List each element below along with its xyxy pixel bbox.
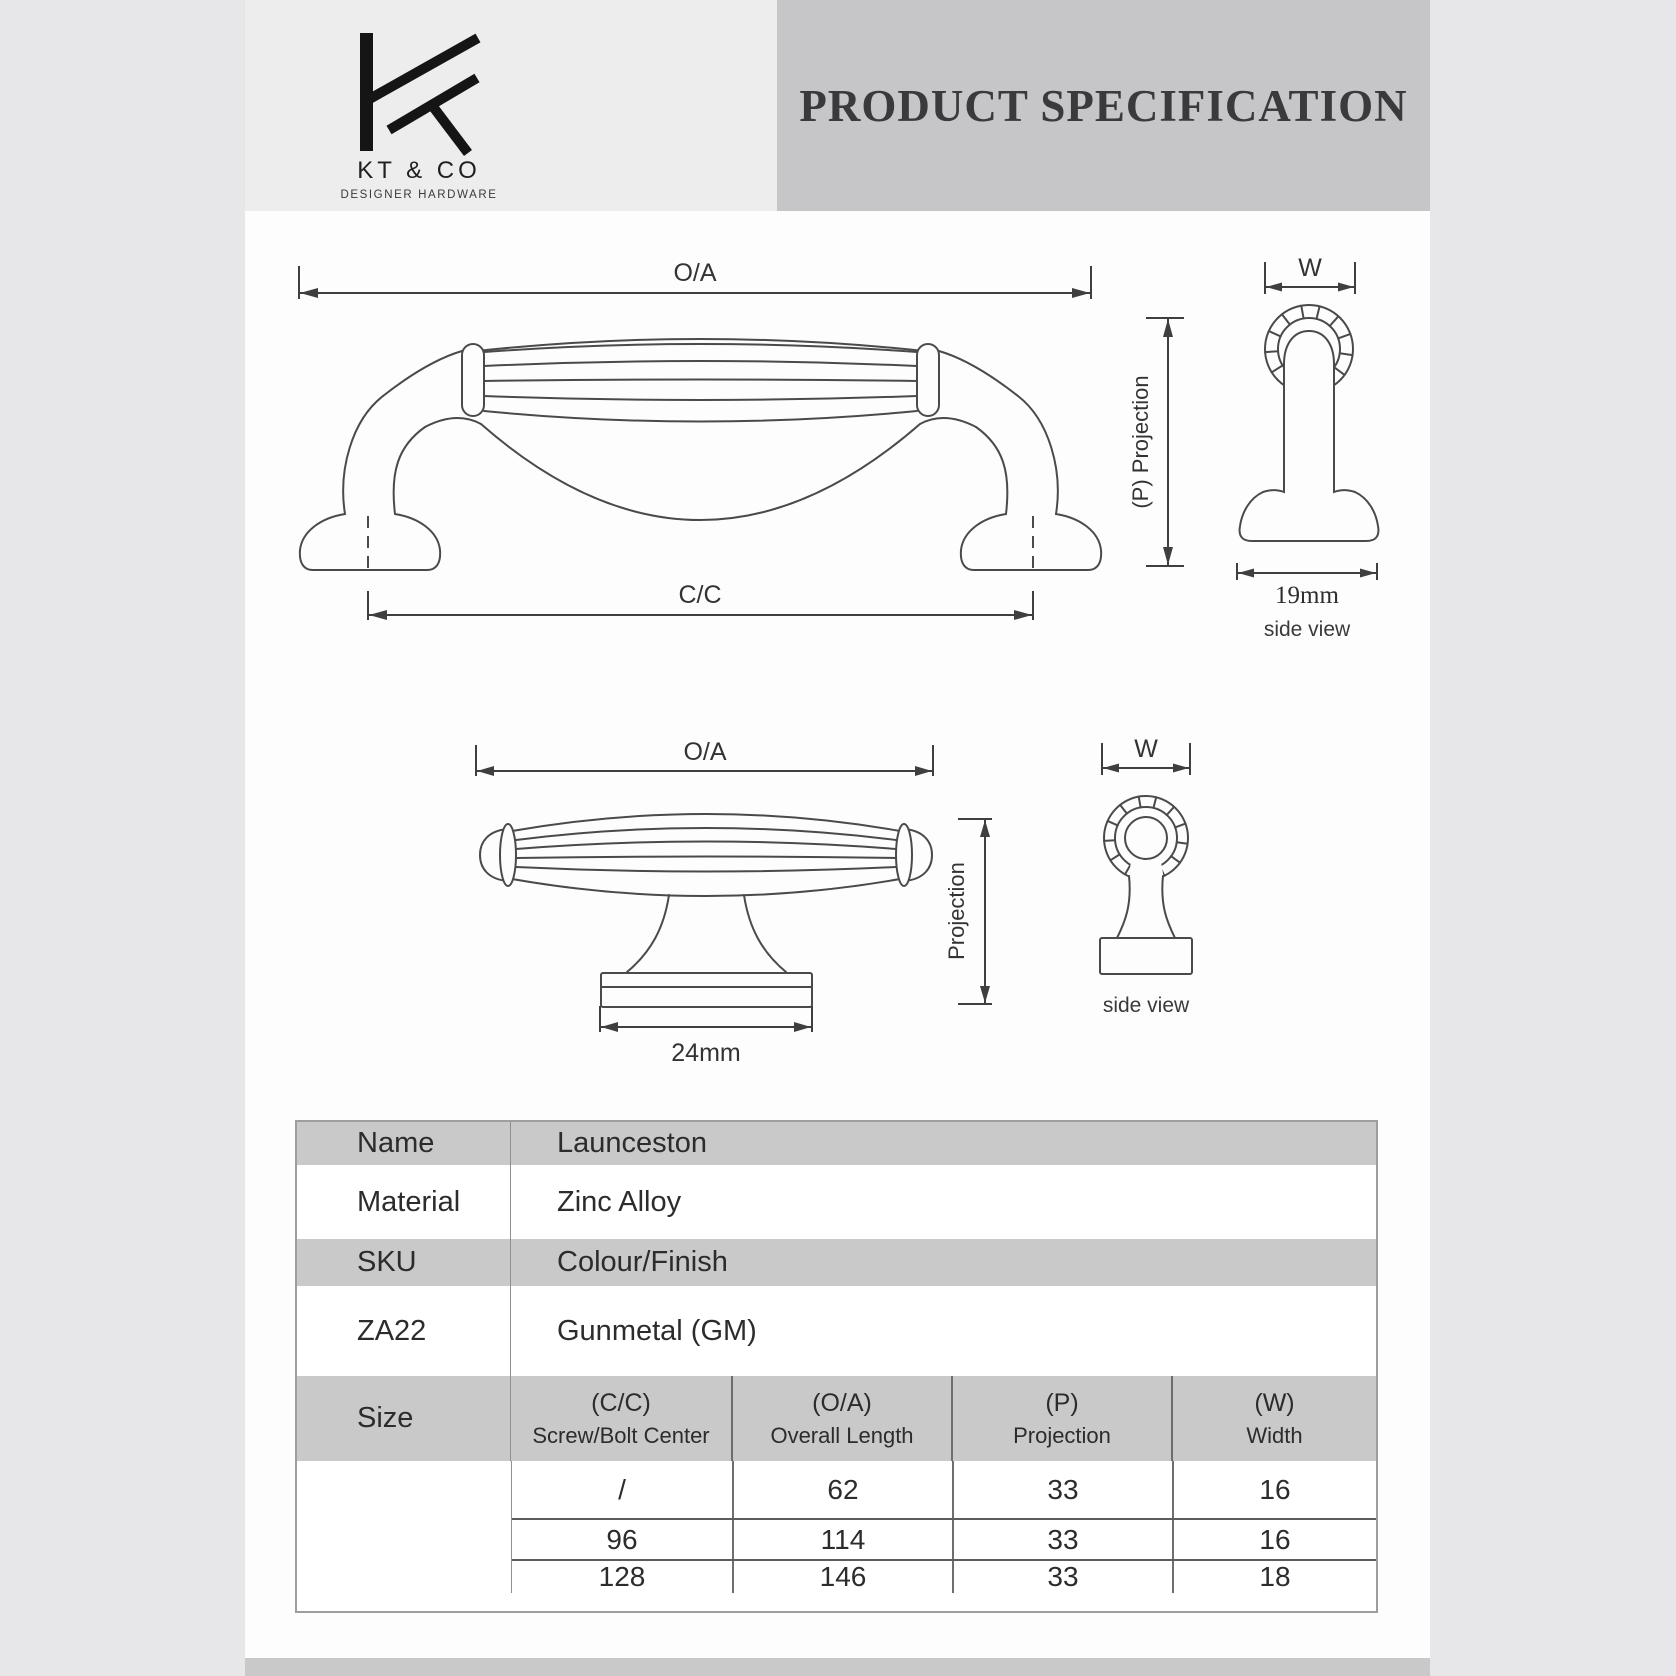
info-value: Launceston [557,1127,707,1159]
pull-side-drawing [1120,240,1410,650]
size-value-row [512,1559,1376,1593]
table-row [297,1286,1376,1376]
w-dimension [1265,254,1355,294]
base-width-label: 19mm [1275,582,1339,609]
knob-base-width-dimension [600,1006,812,1067]
size-value-cell: 128 [512,1561,734,1593]
size-value-cell: 96 [512,1520,734,1559]
kt-monogram-icon [360,33,478,153]
knob-side-stem [1100,862,1192,974]
knob-outline [480,814,932,1007]
knob-oa-dimension [476,738,933,776]
brand-name: KT & CO [357,157,481,184]
info-label: SKU [297,1239,511,1286]
knob-side-drawing [1060,725,1240,1025]
size-value-cell: 18 [1259,1561,1291,1592]
info-label: ZA22 [297,1286,511,1376]
size-value-row [512,1518,1376,1559]
size-value-cell: 114 [734,1520,954,1559]
info-value: Colour/Finish [557,1246,728,1278]
size-empty-cell [297,1461,512,1593]
size-value-cell: 33 [954,1520,1174,1559]
info-label: Name [297,1122,511,1165]
size-value-cell: 146 [734,1561,954,1593]
pull-handle-outline [300,339,1101,570]
size-value-cell: / [512,1461,734,1518]
table-row [297,1122,1376,1165]
size-values-section [297,1461,1376,1593]
footer-strip [245,1658,1430,1676]
size-header-row [297,1376,1376,1461]
w-dimension-label: W [1298,254,1322,282]
spec-table [295,1120,1378,1613]
size-value-cell: 16 [1259,1523,1291,1555]
page-title: PRODUCT SPECIFICATION [799,80,1408,131]
size-col-header: (W) Width [1246,1388,1303,1448]
table-row [297,1165,1376,1239]
pull-side-stem [1240,331,1379,541]
projection-dimension [1128,318,1184,566]
knob-projection-dimension [944,819,992,1004]
pull-front-drawing [260,240,1110,635]
knob-w-label: W [1134,735,1158,763]
info-label: Material [297,1165,511,1239]
size-value-cell: 33 [954,1561,1174,1593]
size-value-row [512,1461,1376,1518]
size-value-cell: 33 [954,1461,1174,1518]
size-col-header: (C/C) Screw/Bolt Center [511,1376,733,1461]
info-value: Zinc Alloy [557,1185,682,1218]
cc-dimension-label: C/C [678,581,722,609]
oa-dimension [299,259,1091,299]
title-band [777,0,1430,211]
pull-side-caption: side view [1263,618,1351,641]
brand-tagline: DESIGNER HARDWARE [340,189,498,201]
projection-dimension-label: (P) Projection [1128,375,1153,509]
cc-dimension [368,581,1033,620]
base-width-dimension [1237,563,1377,609]
size-label: Size [297,1376,511,1461]
knob-front-drawing [430,725,1030,1080]
knob-w-dimension [1102,735,1190,775]
knob-base-width-label: 24mm [671,1039,741,1067]
size-value-cell: 62 [734,1461,954,1518]
knob-side-caption: side view [1102,994,1190,1017]
knob-projection-label: Projection [944,862,969,960]
brand-logo [245,0,777,211]
size-col-header: (P) Projection [953,1376,1173,1461]
size-col-header: (O/A) Overall Length [733,1376,953,1461]
info-value: Gunmetal (GM) [557,1314,757,1347]
oa-dimension-label: O/A [673,259,717,287]
table-row [297,1239,1376,1286]
size-value-cell: 16 [1259,1473,1291,1505]
knob-oa-label: O/A [683,738,727,766]
